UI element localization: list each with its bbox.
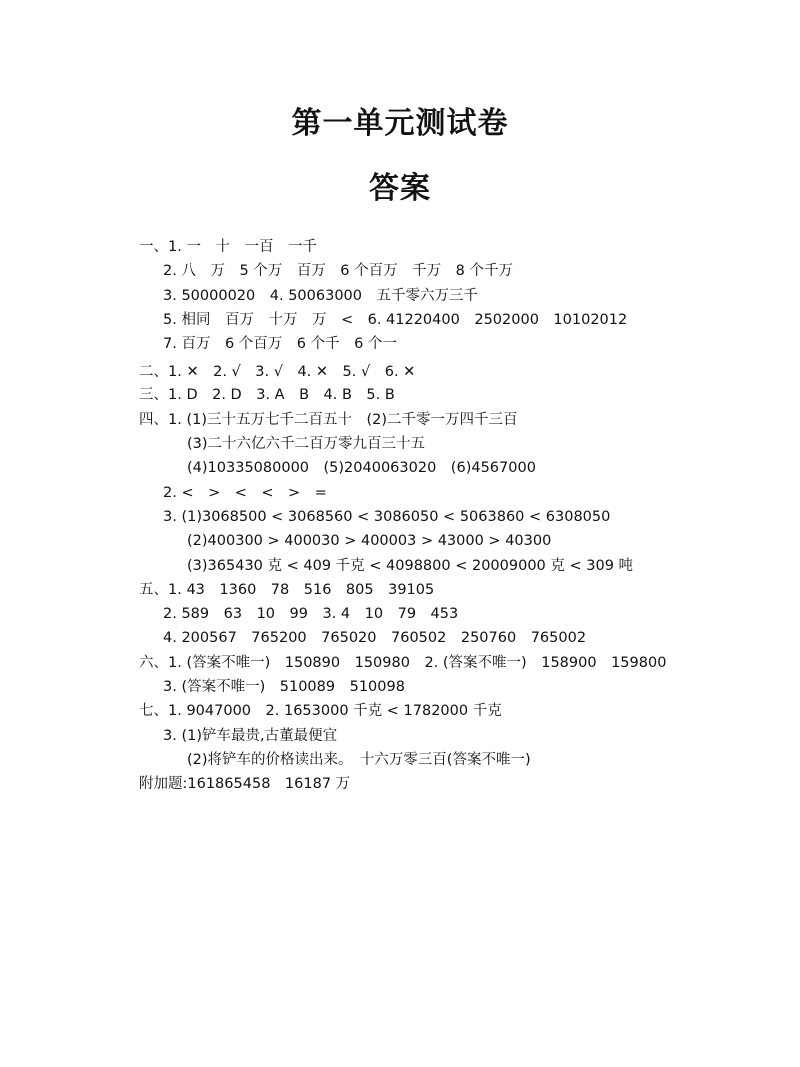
answer-line-2: 2. 八 万 5 个万 百万 6 个百万 千万 8 个千万	[163, 263, 513, 279]
answer-line-18: 六、1. (答案不唯一) 150890 150980 2. (答案不唯一) 158900 159800	[139, 655, 667, 671]
page-subtitle: 答案	[369, 171, 431, 206]
answer-line-12: 3. (1)3068500 < 3068560 < 3086050 < 5063860 < 6308050	[163, 509, 611, 525]
answer-line-1: 一、1. 一 十 一百 一千	[139, 239, 317, 255]
answer-line-15: 五、1. 43 1360 78 516 805 39105	[139, 582, 435, 598]
answer-line-14: (3)365430 克 < 409 千克 < 4098800 < 20009000 克 < 309 吨	[187, 558, 634, 574]
answer-line-23: 附加题:161865458 16187 万	[139, 776, 351, 792]
answer-line-13: (2)400300 > 400030 > 400003 > 43000 > 40300	[187, 533, 552, 549]
answer-line-20: 七、1. 9047000 2. 1653000 千克 < 1782000 千克	[139, 703, 502, 719]
answer-line-3: 3. 50000020 4. 50063000 五千零六万三千	[163, 288, 478, 304]
page-title: 第一单元测试卷	[291, 106, 509, 141]
answer-line-9: (3)二十六亿六千二百万零九百三十五	[187, 436, 426, 452]
answer-line-21: 3. (1)铲车最贵,古董最便宜	[163, 728, 338, 744]
answer-line-16: 2. 589 63 10 99 3. 4 10 79 453	[163, 606, 459, 622]
answer-line-4: 5. 相同 百万 十万 万 < 6. 41220400 2502000 10102012	[163, 312, 628, 328]
answer-line-10: (4)10335080000 (5)2040063020 (6)4567000	[187, 460, 536, 476]
answer-line-8: 四、1. (1)三十五万七千二百五十 (2)二千零一万四千三百	[139, 412, 518, 428]
answer-line-17: 4. 200567 765200 765020 760502 250760 765002	[163, 630, 587, 646]
answer-line-19: 3. (答案不唯一) 510089 510098	[163, 679, 405, 695]
answer-line-5: 7. 百万 6 个百万 6 个千 6 个一	[163, 336, 397, 352]
answer-line-7: 三、1. D 2. D 3. A B 4. B 5. B	[139, 387, 395, 403]
answer-line-6: 二、1. ✕ 2. √ 3. √ 4. ✕ 5. √ 6. ✕	[139, 364, 416, 380]
answer-line-11: 2. < > < < > =	[163, 485, 327, 501]
answer-line-22: (2)将铲车的价格读出来。 十六万零三百(答案不唯一)	[187, 752, 531, 768]
